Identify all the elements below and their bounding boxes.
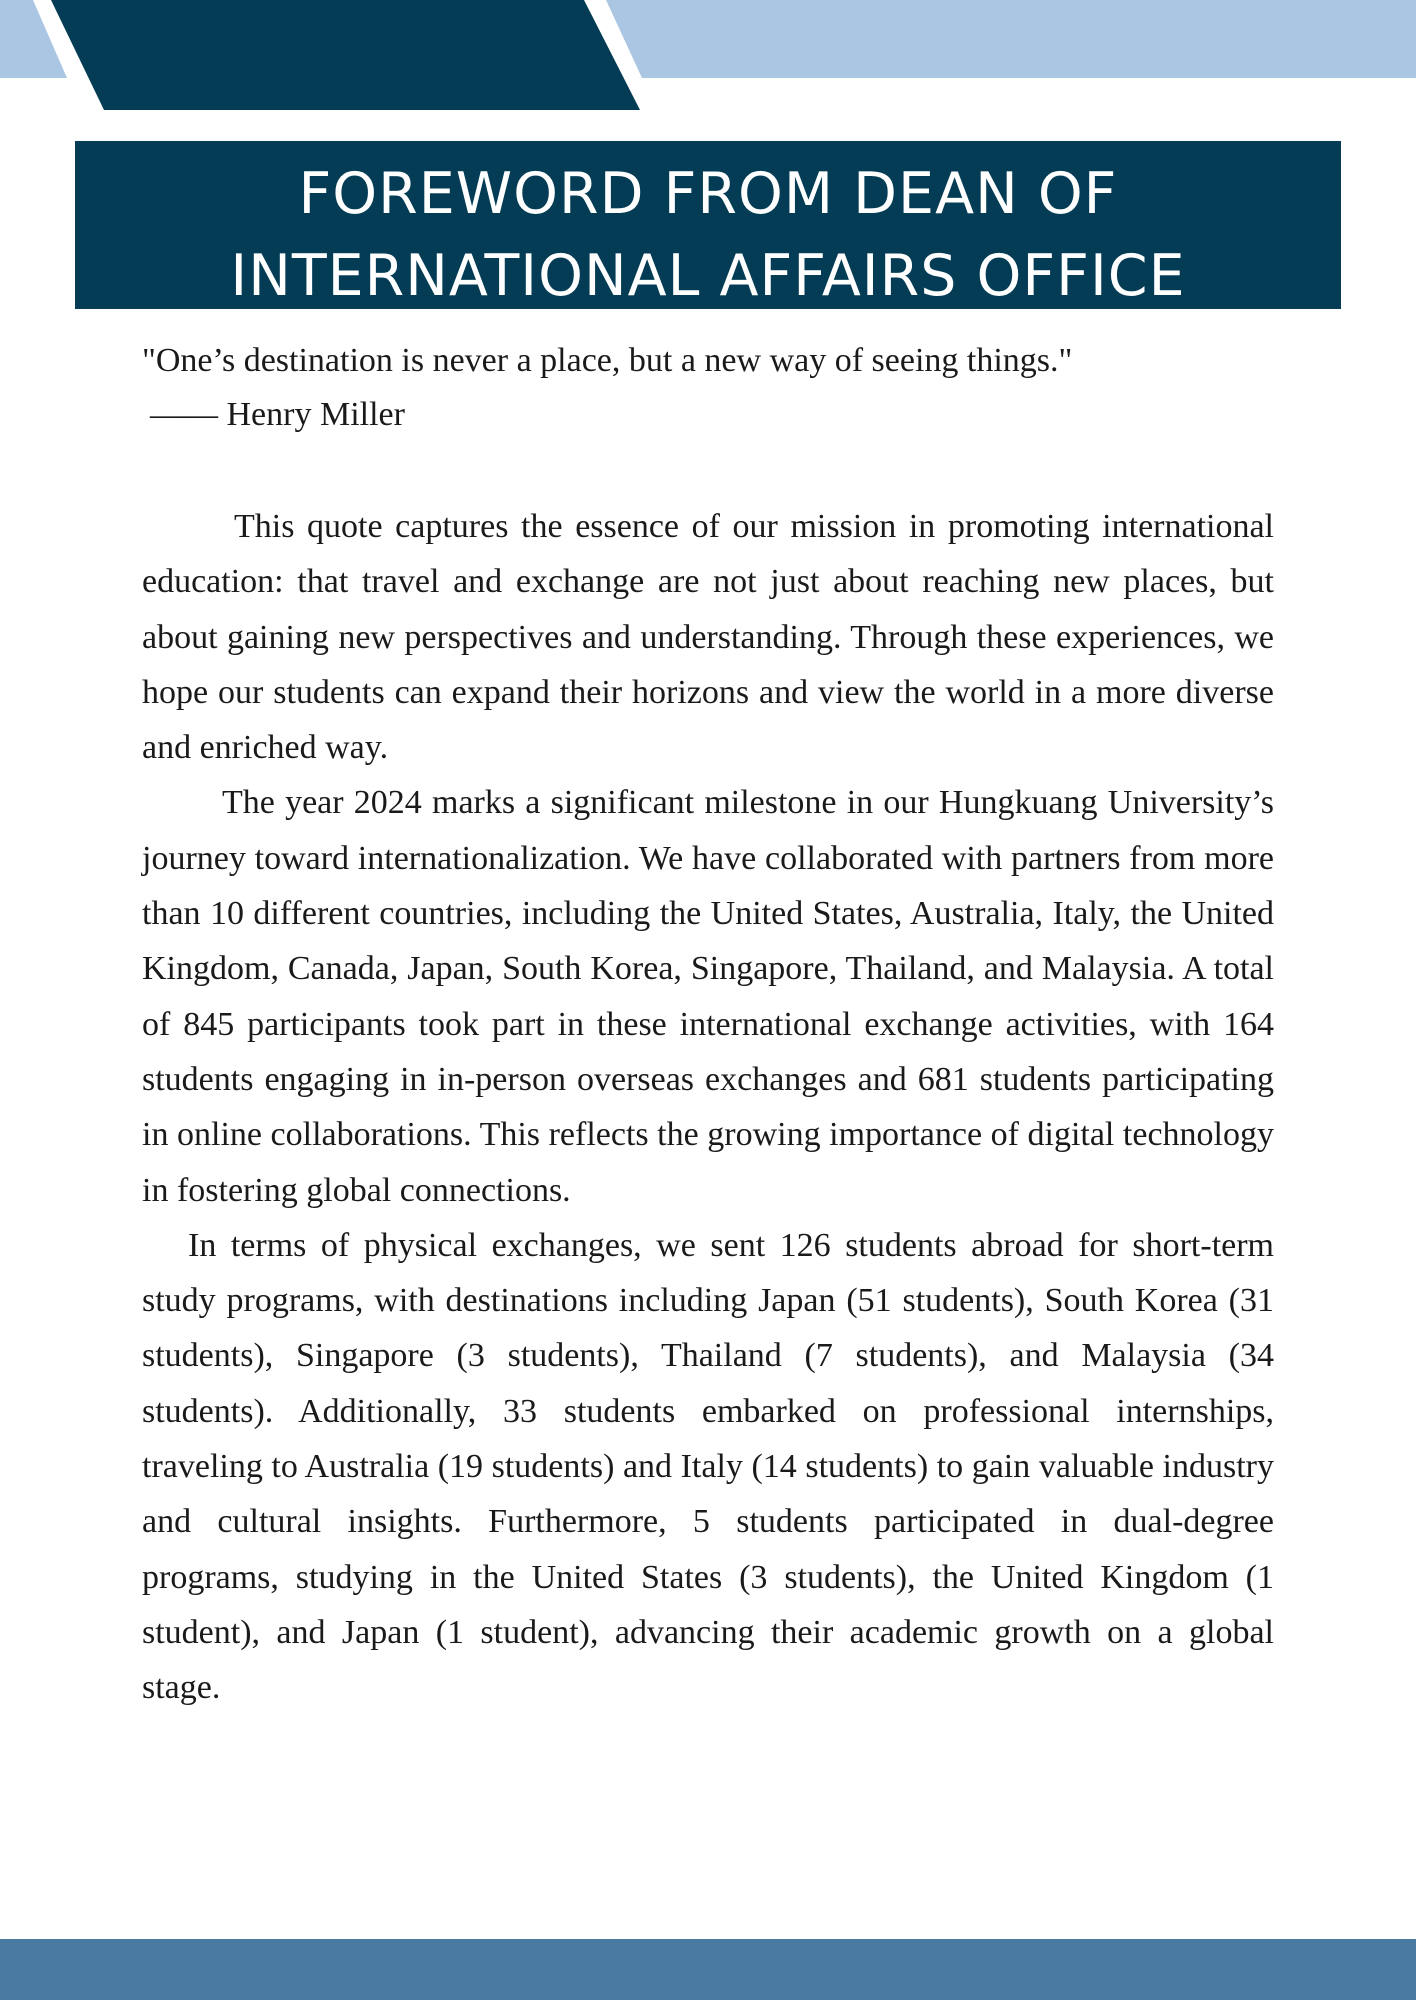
paragraph-3: In terms of physical exchanges, we sent 126 students abroad for short-term study programs, with destinations including Japan (51 students), South Korea (31 students), Singapore (3 students), Thailand (7 students), and Malaysia (34 students). Additionally, 33 students embarked on professional internships, traveling to Australia (19 students) and Italy (14 students) to gain valuable industry and cultural insights. Furthermore, 5 students participated in dual-degree programs, studying in the United States (3 students), the United Kingdom (1 student), and Japan (1 student), advancing their academic growth on a global stage.	[142, 1226, 1274, 1707]
paragraph-1: This quote captures the essence of our mission in promoting international education: that travel and exchange are not just about reaching new places, but about gaining new perspectives and understanding. Through these experiences, we hope our students can expand their horizons and view the world in a more diverse and enriched way.	[142, 508, 1274, 767]
foreword-content	[142, 334, 1274, 1716]
quote-attribution: —— Henry Miller	[150, 396, 405, 433]
body-text	[142, 499, 1274, 1716]
page-title	[75, 141, 1341, 309]
header-decoration	[0, 0, 1416, 112]
header-navy-block	[51, 0, 640, 110]
footer-bar	[0, 1939, 1416, 2000]
header-light-stripe-right	[606, 0, 1416, 78]
quote-text: "One’s destination is never a place, but a new way of seeing things."	[142, 342, 1073, 379]
paragraph-2: The year 2024 marks a significant milestone in our Hungkuang University’s journey toward internationalization. We have collaborated with partners from more than 10 different countries, including the United States, Australia, Italy, the United Kingdom, Canada, Japan, South Korea, Singapore, Thailand, and Malaysia. A total of 845 participants took part in these international exchange activities, with 164 students engaging in in-person overseas exchanges and 681 students participating in online collaborations. This reflects the growing importance of digital technology in fostering global connections.	[142, 784, 1274, 1209]
page-title-line-1: FOREWORD FROM DEAN OF	[298, 161, 1118, 227]
page-title-line-2: INTERNATIONAL AFFAIRS OFFICE	[230, 243, 1186, 309]
